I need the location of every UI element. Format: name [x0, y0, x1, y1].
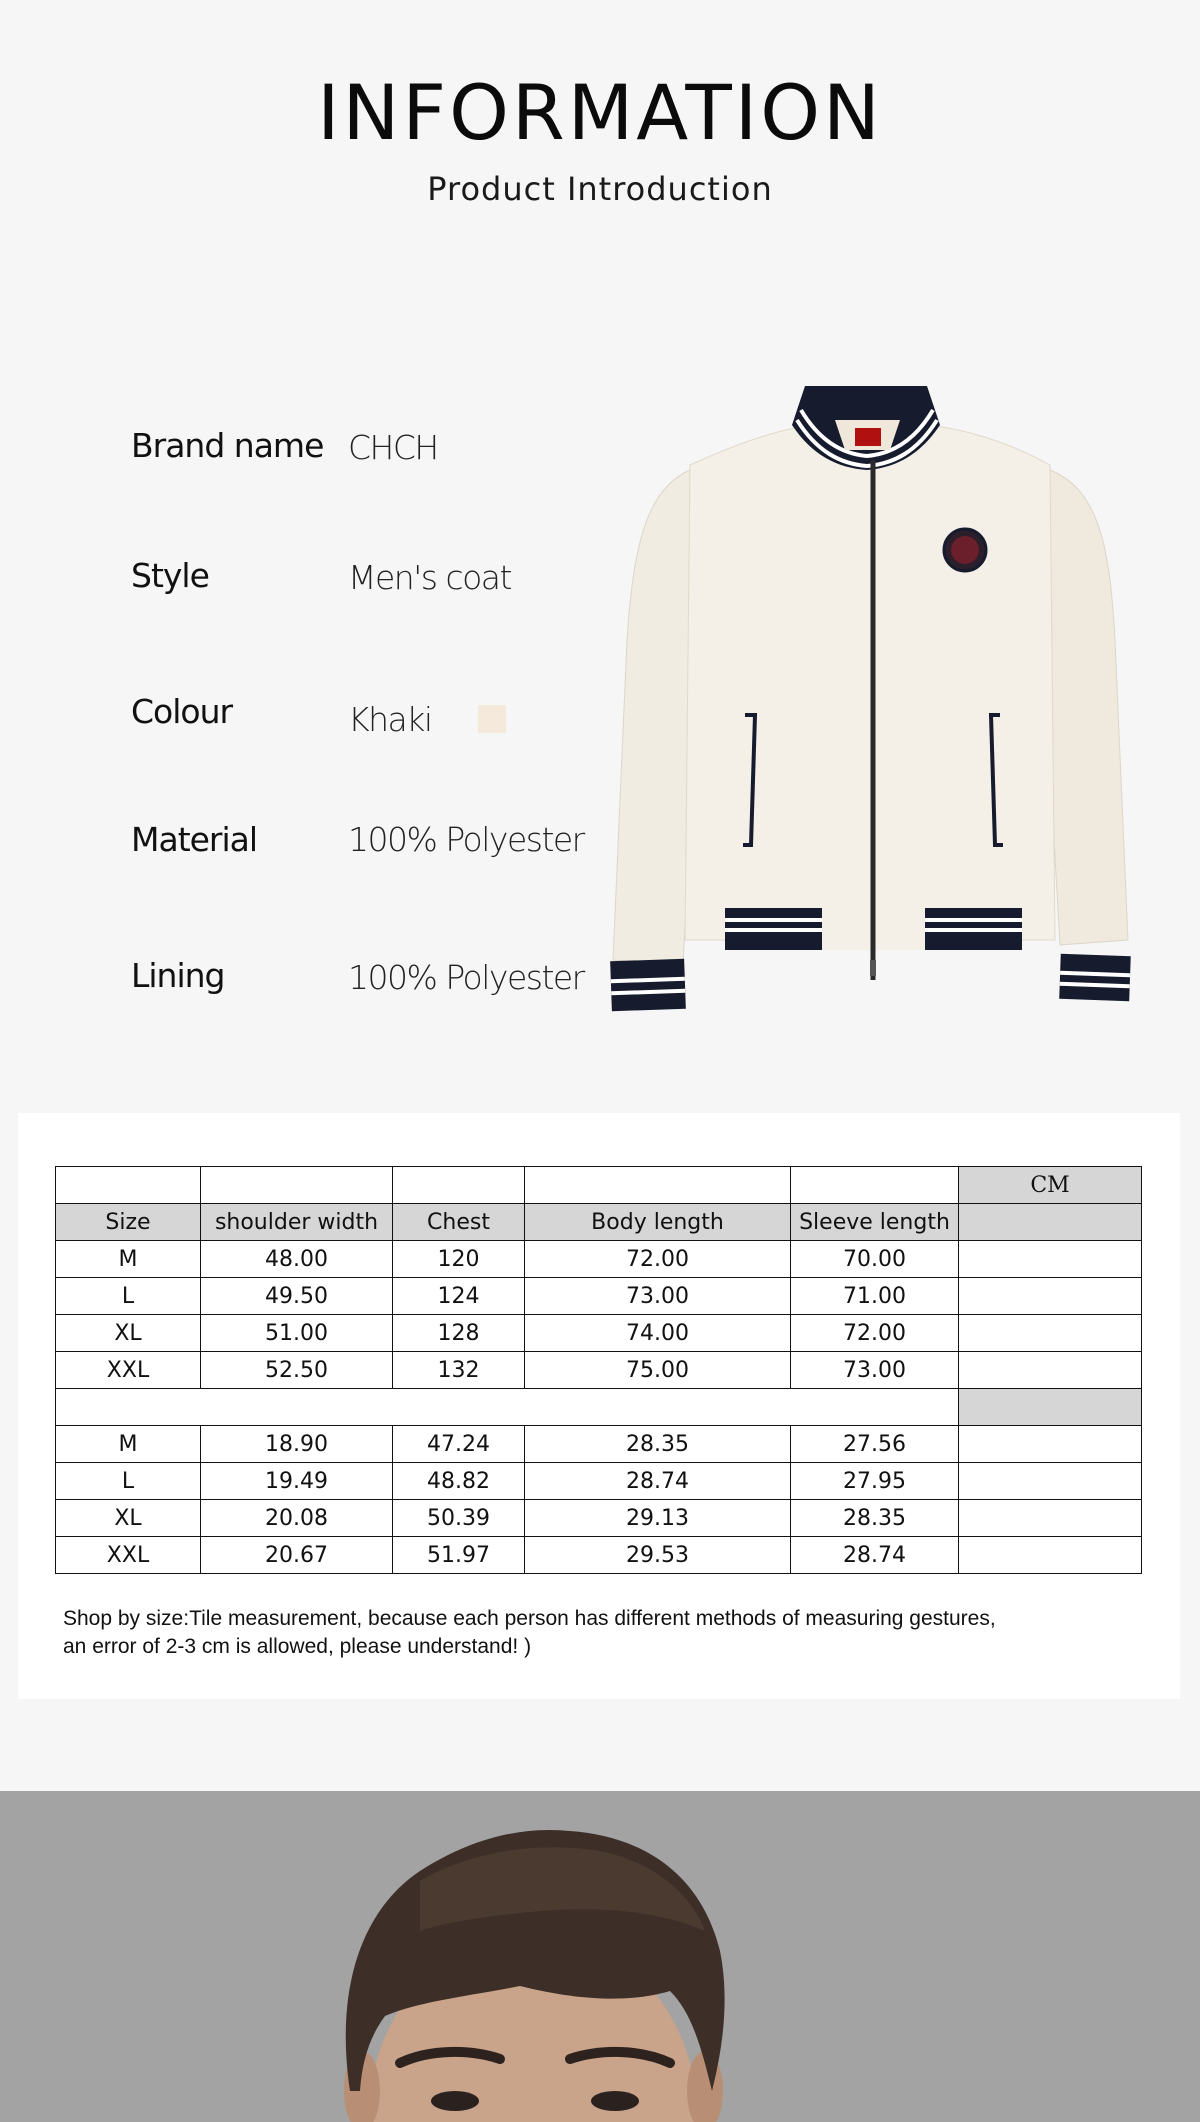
colour-value: Khaki: [348, 700, 432, 739]
unit-row: [56, 1167, 1142, 1204]
table-cell: 19.49: [201, 1463, 393, 1500]
note-line-2: an error of 2-3 cm is allowed, please understand! ): [63, 1635, 532, 1658]
empty-cell: [959, 1500, 1142, 1537]
empty-cell: [959, 1537, 1142, 1574]
table-cell: XXL: [56, 1537, 201, 1574]
table-cell: 75.00: [525, 1352, 791, 1389]
table-cell: 73.00: [525, 1278, 791, 1315]
column-header: Body length: [525, 1204, 791, 1241]
colour-label: Colour: [131, 692, 233, 731]
table-cell: 51.00: [201, 1315, 393, 1352]
table-cell: 74.00: [525, 1315, 791, 1352]
empty-cell: [791, 1167, 959, 1204]
table-cell: 27.95: [791, 1463, 959, 1500]
style-value: Men's coat: [348, 558, 511, 597]
unit-label: CM: [959, 1167, 1142, 1204]
table-header-row: [56, 1204, 1142, 1241]
table-cell: 47.24: [393, 1426, 525, 1463]
table-cell: XL: [56, 1500, 201, 1537]
empty-cell: [959, 1241, 1142, 1278]
table-cell: 128: [393, 1315, 525, 1352]
table-cell: 51.97: [393, 1537, 525, 1574]
table-cell: 28.35: [791, 1500, 959, 1537]
separator-cell: [56, 1389, 959, 1426]
table-row: [56, 1315, 1142, 1352]
table-cell: 132: [393, 1352, 525, 1389]
colour-swatch: [478, 705, 506, 733]
empty-cell: [959, 1315, 1142, 1352]
table-row: [56, 1278, 1142, 1315]
brand-name-label: Brand name: [131, 426, 324, 465]
table-cell: 124: [393, 1278, 525, 1315]
table-cell: 29.13: [525, 1500, 791, 1537]
column-header: shoulder width: [201, 1204, 393, 1241]
table-cell: 27.56: [791, 1426, 959, 1463]
separator-row: [56, 1389, 1142, 1426]
table-cell: M: [56, 1426, 201, 1463]
table-cell: 28.35: [525, 1426, 791, 1463]
brand-name-value: CHCH: [348, 428, 438, 467]
empty-cell: [959, 1463, 1142, 1500]
page-subtitle: Product Introduction: [427, 170, 773, 208]
table-row: [56, 1537, 1142, 1574]
table-cell: 28.74: [791, 1537, 959, 1574]
empty-header-cell: [959, 1204, 1142, 1241]
empty-cell: [959, 1352, 1142, 1389]
column-header: Size: [56, 1204, 201, 1241]
table-cell: 48.00: [201, 1241, 393, 1278]
measurement-note: [63, 1605, 1113, 1661]
table-cell: 71.00: [791, 1278, 959, 1315]
empty-cell: [525, 1167, 791, 1204]
separator-gray-cell: [959, 1389, 1142, 1426]
table-cell: 120: [393, 1241, 525, 1278]
table-cell: XL: [56, 1315, 201, 1352]
page-title: INFORMATION: [317, 68, 883, 157]
table-cell: XXL: [56, 1352, 201, 1389]
empty-cell: [959, 1426, 1142, 1463]
table-cell: 28.74: [525, 1463, 791, 1500]
size-table: [55, 1166, 1142, 1574]
material-value: 100% Polyester: [348, 820, 584, 859]
table-row: [56, 1463, 1142, 1500]
table-cell: L: [56, 1463, 201, 1500]
table-cell: 29.53: [525, 1537, 791, 1574]
table-cell: L: [56, 1278, 201, 1315]
table-cell: 50.39: [393, 1500, 525, 1537]
empty-cell: [959, 1278, 1142, 1315]
model-photo: [0, 1791, 1200, 2122]
material-label: Material: [131, 820, 258, 859]
table-cell: 20.08: [201, 1500, 393, 1537]
table-cell: 48.82: [393, 1463, 525, 1500]
empty-cell: [201, 1167, 393, 1204]
empty-cell: [56, 1167, 201, 1204]
table-cell: M: [56, 1241, 201, 1278]
column-header: Chest: [393, 1204, 525, 1241]
table-cell: 52.50: [201, 1352, 393, 1389]
lining-value: 100% Polyester: [348, 958, 584, 997]
table-cell: 72.00: [791, 1315, 959, 1352]
table-cell: 20.67: [201, 1537, 393, 1574]
table-cell: 18.90: [201, 1426, 393, 1463]
table-cell: 72.00: [525, 1241, 791, 1278]
product-jacket-image: [605, 380, 1135, 1020]
table-row: [56, 1500, 1142, 1537]
table-row: [56, 1352, 1142, 1389]
table-row: [56, 1426, 1142, 1463]
table-cell: 70.00: [791, 1241, 959, 1278]
table-row: [56, 1241, 1142, 1278]
column-header: Sleeve length: [791, 1204, 959, 1241]
model-portrait-image: [0, 1791, 1200, 2122]
table-cell: 73.00: [791, 1352, 959, 1389]
note-line-1: Shop by size:Tile measurement, because each person has different methods of measuring gestures,: [63, 1607, 996, 1630]
table-cell: 49.50: [201, 1278, 393, 1315]
style-label: Style: [131, 556, 209, 595]
empty-cell: [393, 1167, 525, 1204]
lining-label: Lining: [131, 956, 225, 995]
